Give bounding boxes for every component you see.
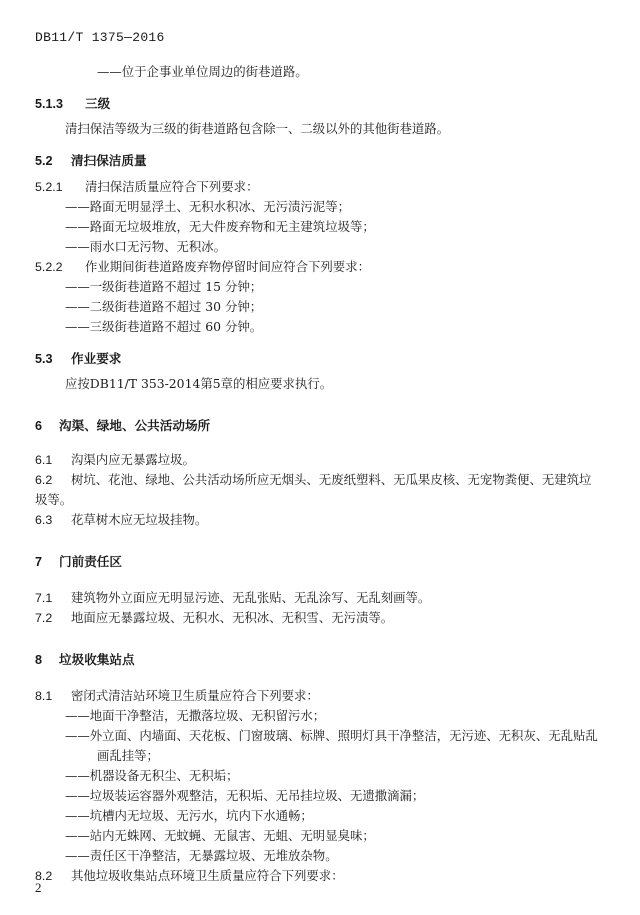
list-item: ——三级街巷道路不超过 60 分钟。 [65, 319, 263, 334]
clause-continuation: 圾等。 [35, 492, 73, 507]
clause-8-1 [35, 686, 615, 706]
page-content [35, 62, 615, 886]
chapter-heading-7 [35, 552, 615, 572]
clause-number: 7.1 [35, 591, 53, 605]
clause-heading-5-1-3 [35, 94, 615, 114]
clause-text: 建筑物外立面应无明显污迹、无乱张贴、无乱涂写、无乱刻画等。 [71, 590, 431, 605]
clause-text: 清扫保洁质量应符合下列要求： [85, 179, 259, 194]
clause-text: 密闭式清洁站环境卫生质量应符合下列要求： [71, 688, 319, 703]
list-item: ——路面无垃圾堆放，无大件废弃物和无主建筑垃圾等； [65, 219, 375, 234]
clause-number: 8.2 [35, 869, 53, 883]
section-heading-5-2 [35, 151, 615, 171]
document-header: DB11/T 1375—2016 [35, 30, 165, 45]
chapter-heading-6 [35, 416, 615, 436]
list-item: ——机器设备无积尘、无积垢； [65, 768, 239, 783]
clause-number: 6.2 [35, 473, 53, 487]
list-item: ——站内无蛛网、无蚊蝇、无鼠害、无蛆、无明显臭味； [65, 828, 375, 843]
list-item: ——外立面、内墙面、天花板、门窗玻璃、标牌、照明灯具干净整洁，无污迹、无积灰、无乱贴乱 [65, 728, 598, 743]
chapter-number: 6 [35, 419, 43, 433]
clause-text: 树坑、花池、绿地、公共活动场所应无烟头、无废纸塑料、无瓜果皮核、无宠物粪便、无建筑垃 [71, 472, 592, 487]
clause-5-2-2 [35, 257, 615, 277]
clause-8-2 [35, 866, 615, 886]
clause-number: 8.1 [35, 689, 53, 703]
list-item: ——雨水口无污物、无积冰。 [65, 239, 227, 254]
paragraph: 清扫保洁等级为三级的街巷道路包含除一、二级以外的其他街巷道路。 [65, 121, 450, 136]
clause-6-2 [35, 470, 615, 490]
list-item: ——路面无明显浮土、无积水积冰、无污渍污泥等； [65, 199, 350, 214]
clause-text: 沟渠内应无暴露垃圾。 [71, 452, 195, 467]
chapter-title: 沟渠、绿地、公共活动场所 [59, 418, 211, 433]
chapter-title: 门前责任区 [59, 554, 122, 569]
chapter-number: 7 [35, 555, 43, 569]
section-title: 作业要求 [71, 351, 122, 366]
clause-7-1 [35, 588, 615, 608]
chapter-title: 垃圾收集站点 [59, 652, 135, 667]
section-number: 5.3 [35, 352, 53, 366]
list-item: ——责任区干净整洁，无暴露垃圾、无堆放杂物。 [65, 848, 338, 863]
clause-number: 7.2 [35, 611, 53, 625]
clause-number: 5.2.1 [35, 180, 63, 194]
chapter-heading-8 [35, 650, 615, 670]
list-item: ——二级街巷道路不超过 30 分钟； [65, 299, 263, 314]
clause-text: 其他垃圾收集站点环境卫生质量应符合下列要求： [71, 868, 344, 883]
page-number: 2 [35, 880, 42, 895]
clause-number: 5.1.3 [35, 97, 64, 111]
chapter-number: 8 [35, 653, 43, 667]
clause-text: 花草树木应无垃圾挂物。 [71, 512, 208, 527]
clause-number: 5.2.2 [35, 260, 63, 274]
clause-text: 作业期间街巷道路废弃物停留时间应符合下列要求： [85, 259, 370, 274]
section-title: 清扫保洁质量 [71, 153, 147, 168]
paragraph: 应按DB11/T 353-2014第5章的相应要求执行。 [65, 376, 333, 391]
clause-title: 三级 [85, 96, 111, 111]
clause-text: 地面应无暴露垃圾、无积水、无积冰、无积雪、无污渍等。 [71, 610, 394, 625]
list-item: ——地面干净整洁，无撒落垃圾、无积留污水； [65, 708, 326, 723]
list-item: ——一级街巷道路不超过 15 分钟； [65, 279, 263, 294]
bullet-item: ——位于企事业单位周边的街巷道路。 [97, 64, 308, 79]
clause-number: 6.3 [35, 513, 53, 527]
clause-7-2 [35, 608, 615, 628]
clause-6-3 [35, 510, 615, 530]
section-heading-5-3 [35, 349, 615, 369]
clause-6-1 [35, 450, 615, 470]
list-item-continuation: 画乱挂等； [97, 748, 159, 763]
section-number: 5.2 [35, 154, 53, 168]
clause-number: 6.1 [35, 453, 53, 467]
list-item: ——坑槽内无垃圾、无污水，坑内下水通畅； [65, 808, 313, 823]
list-item: ——垃圾装运容器外观整洁，无积垢、无吊挂垃圾、无遗撒滴漏； [65, 788, 425, 803]
clause-5-2-1 [35, 177, 615, 197]
